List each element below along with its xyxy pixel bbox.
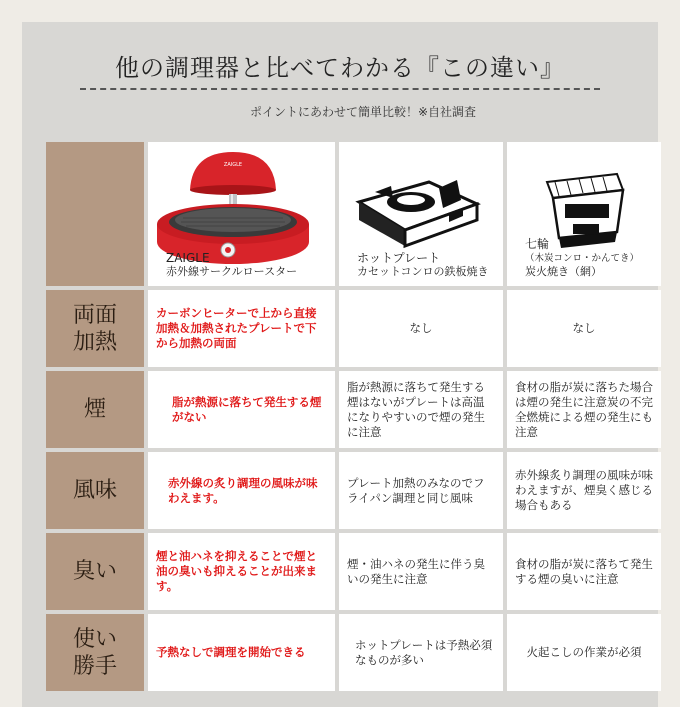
column-header-hotplate (339, 142, 503, 286)
hotplate-product-name (357, 252, 489, 278)
hotplate-usability: ホットプレートは予熱必須なものが多い (339, 614, 503, 691)
hotplate-subname: カセットコンロの鉄板焼き (357, 265, 489, 278)
table-row (46, 371, 661, 448)
shichirin-odor: 食材の脂が炭に落ちて発生する煙の臭いに注意 (507, 533, 661, 610)
zaigle-usability: 予熱なしで調理を開始できる (148, 614, 335, 691)
title-divider (80, 88, 600, 90)
column-header-shichirin (507, 142, 661, 286)
shichirin-double-heating: なし (507, 290, 661, 367)
shichirin-name-note: （木炭コンロ・かんてき） (525, 253, 640, 264)
row-header-smoke: 煙 (46, 371, 144, 448)
zaigle-logo-text: ZAIGLE (223, 162, 243, 168)
table-corner (46, 142, 144, 286)
page-subtitle: ポイントにあわせて簡単比較！※自社調査 (250, 105, 477, 119)
column-header-zaigle (148, 142, 335, 286)
row-header-usability: 使い 勝手 (46, 614, 144, 691)
row-header-flavor: 風味 (46, 452, 144, 529)
hotplate-double-heating: なし (339, 290, 503, 367)
shichirin-smoke: 食材の脂が炭に落ちた場合は煙の発生に注意炭の不完全燃焼による煙の発生にも注意 (507, 371, 661, 448)
shichirin-product-name (525, 238, 661, 278)
row-header-double-heating: 両面 加熱 (46, 290, 144, 367)
hotplate-name: ホットプレート (357, 251, 441, 265)
shichirin-name: 七輪 (525, 237, 550, 251)
comparison-table (42, 138, 665, 695)
shichirin-usability: 火起こしの作業が必須 (507, 614, 661, 691)
hotplate-smoke: 脂が熱源に落ちて発生する煙はないがプレートは高温になりやすいので煙の発生に注意 (339, 371, 503, 448)
row-header-odor: 臭い (46, 533, 144, 610)
table-row (46, 614, 661, 691)
table-row (46, 290, 661, 367)
page-title: 他の調理器と比べてわかる『この違い』 (115, 54, 565, 82)
table-row (46, 452, 661, 529)
zaigle-smoke: 脂が熱源に落ちて発生する煙がない (148, 371, 335, 448)
shichirin-subname: 炭火焼き（網） (525, 265, 602, 278)
zaigle-odor: 煙と油ハネを抑えることで煙と油の臭いも抑えることが出来ます。 (148, 533, 335, 610)
zaigle-name: ZAIGLE (166, 251, 210, 265)
hotplate-flavor: プレート加熱のみなのでフライパン調理と同じ風味 (339, 452, 503, 529)
shichirin-flavor: 赤外線炙り調理の風味が味わえますが、煙臭く感じる場合もある (507, 452, 661, 529)
zaigle-product-name (166, 252, 297, 278)
zaigle-flavor: 赤外線の炙り調理の風味が味わえます。 (148, 452, 335, 529)
zaigle-double-heating: カーボンヒーターで上から直接加熱＆加熱されたプレートで下から加熱の両面 (148, 290, 335, 367)
table-row (46, 533, 661, 610)
zaigle-subname: 赤外線サークルロースター (166, 265, 298, 278)
hotplate-odor: 煙・油ハネの発生に伴う臭いの発生に注意 (339, 533, 503, 610)
